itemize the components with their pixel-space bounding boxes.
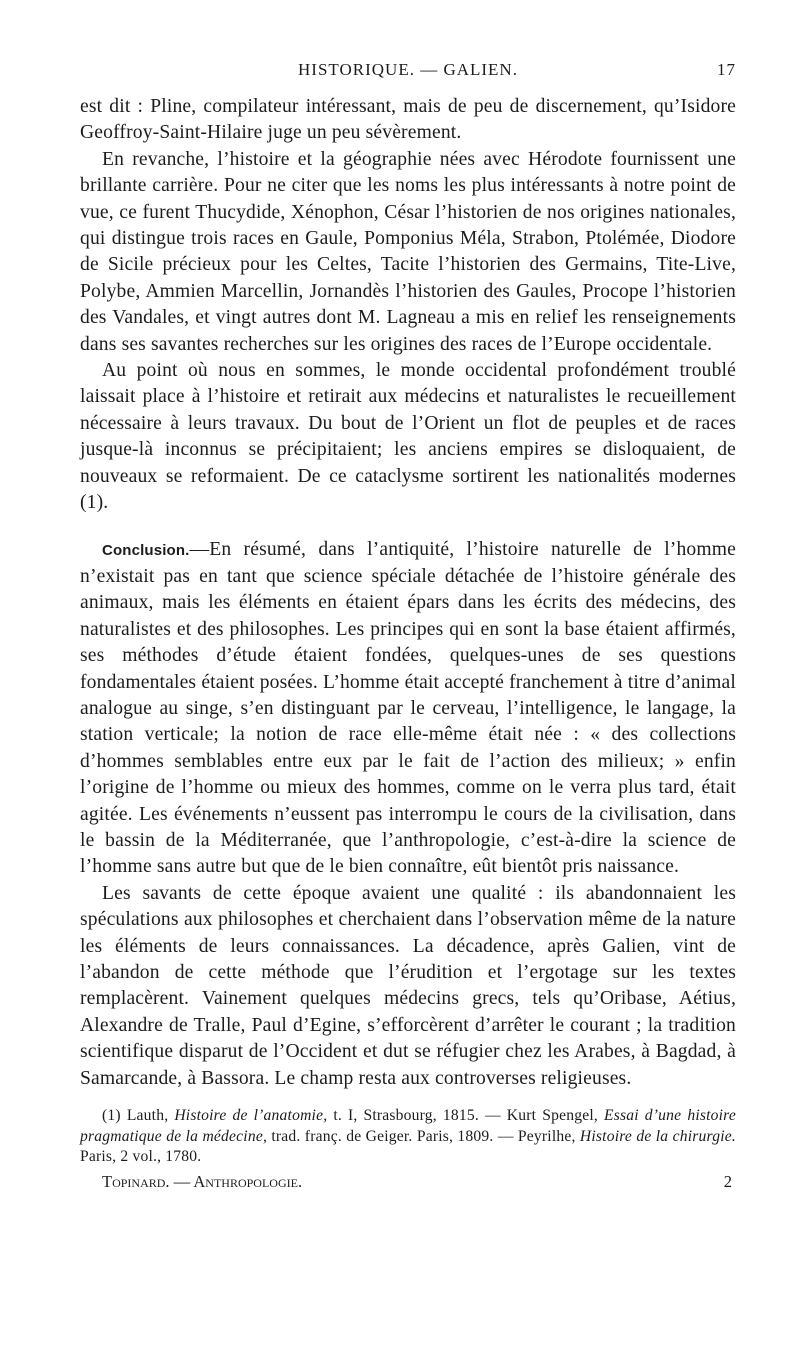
conclusion-paragraph (80, 537, 736, 881)
footnotes (80, 1106, 736, 1168)
page-number: 17 (717, 60, 736, 79)
body-text (80, 94, 736, 1092)
footnote-work: Histoire de la chirurgie. (579, 1127, 736, 1145)
footnote-details: Paris, 2 vol., 1780. (80, 1148, 202, 1166)
signature-line (80, 1172, 736, 1194)
footnote-details: trad. franç. de Geiger. Paris, 1809. — Peyrilhe, (271, 1127, 576, 1145)
footnote-details: t. I, Strasbourg, 1815. — Kurt Spengel, (333, 1107, 598, 1125)
running-head (80, 60, 736, 90)
paragraph: est dit : Pline, compilateur intéressant, mais de peu de discernement, qu’Isidore Geoffroy-Saint-Hilaire juge un peu sévèrement. (80, 96, 736, 144)
paragraph: En revanche, l’histoire et la géographie nées avec Hérodote fournissent une brillante carrière. Pour ne citer que les noms les plus intéressants à notre point de vue, ce furent Thucydide, Xénophon, César l’historien de nos origines nationales, qui distingue trois races en Gaule, Pomponius Méla, Strabon, Ptolémée, Diodore de Sicile précieux pour les Celtes, Tacite l’historien des Germains, Tite-Live, Polybe, Ammien Marcellin, Jornandès l’historien des Gaules, Procope l’historien des Vandales, et vingt autres dont M. Lagneau a mis en relief les renseignements dans ses savantes recherches sur les origines des races de l’Europe occidentale. (80, 148, 736, 355)
book-page (80, 0, 736, 1194)
running-title: HISTORIQUE. — GALIEN. (298, 60, 518, 79)
footnote-work: Histoire de l’anatomie, (174, 1107, 328, 1125)
conclusion-text: En résumé, dans l’antiquité, l’histoire naturelle de l’homme n’existait pas en tant que science spéciale détachée de l’histoire générale des animaux, mais les éléments en étaient épars dans les écrits des médecins, des naturalistes et des philosophes. Les principes qui en sont la base étaient affirmés, ses méthodes d’étude étaient fondées, quelques-unes de ses questions fondamentales étaient posées. L’homme était accepté franchement à titre d’animal analogue au singe, s’en distinguant par le cerveau, l’intelligence, le langage, la station verticale; la notion de race elle-même était née : « des collections d’hommes semblables entre eux par le fait de l’action des milieux; » enfin l’origine de l’homme ou mieux des hommes, comme on le verra plus tard, était agitée. Les événements n’eussent pas interrompu le cours de la civilisation, dans le bassin de la Méditerranée, que l’anthropologie, c’est-à-dire la science de l’homme sans autre but que de le bien connaître, eût bientôt pris naissance. (80, 538, 736, 878)
footnote-author: Lauth, (126, 1107, 169, 1125)
conclusion-heading: Conclusion. (102, 541, 190, 559)
signature-mark: 2 (723, 1171, 732, 1191)
paragraph: Au point où nous en sommes, le monde occidental profondément troublé laissait place à l’histoire et retirait aux médecins et naturalistes le recueillement nécessaire à leurs travaux. Du bout de l’Orient un flot de peuples et de races jusque-là inconnus se précipitaient; les anciens empires se disloquaient, de nouveaux se reformaient. De ce cataclysme sortirent les nationalités modernes (1). (80, 360, 736, 514)
footnote-marker: (1) (102, 1107, 121, 1125)
conclusion-dash: — (189, 538, 210, 560)
paragraph: Les savants de cette époque avaient une qualité : ils abandonnaient les spéculations aux philosophes et cherchaient dans l’observation même de la nature les éléments de leurs connaissances. La décadence, après Galien, vint de l’abandon de cette méthode que l’érudition et l’ergotage sur les textes remplacèrent. Vainement quelques médecins grecs, tels qu’Oribase, Aétius, Alexandre de Tralle, Paul d’Egine, s’efforcèrent d’arrêter le courant ; la tradition scientifique disparut de l’Occident et dut se réfugier chez les Arabes, à Bagdad, à Samarcande, à Bassora. Le champ resta aux controverses religieuses. (80, 882, 736, 1089)
footnote (80, 1106, 736, 1168)
footnote-work: Essai d’une histoire pragmatique de la médecine, (80, 1107, 736, 1145)
signature-author: Topinard. — Anthropologie. (102, 1171, 303, 1191)
